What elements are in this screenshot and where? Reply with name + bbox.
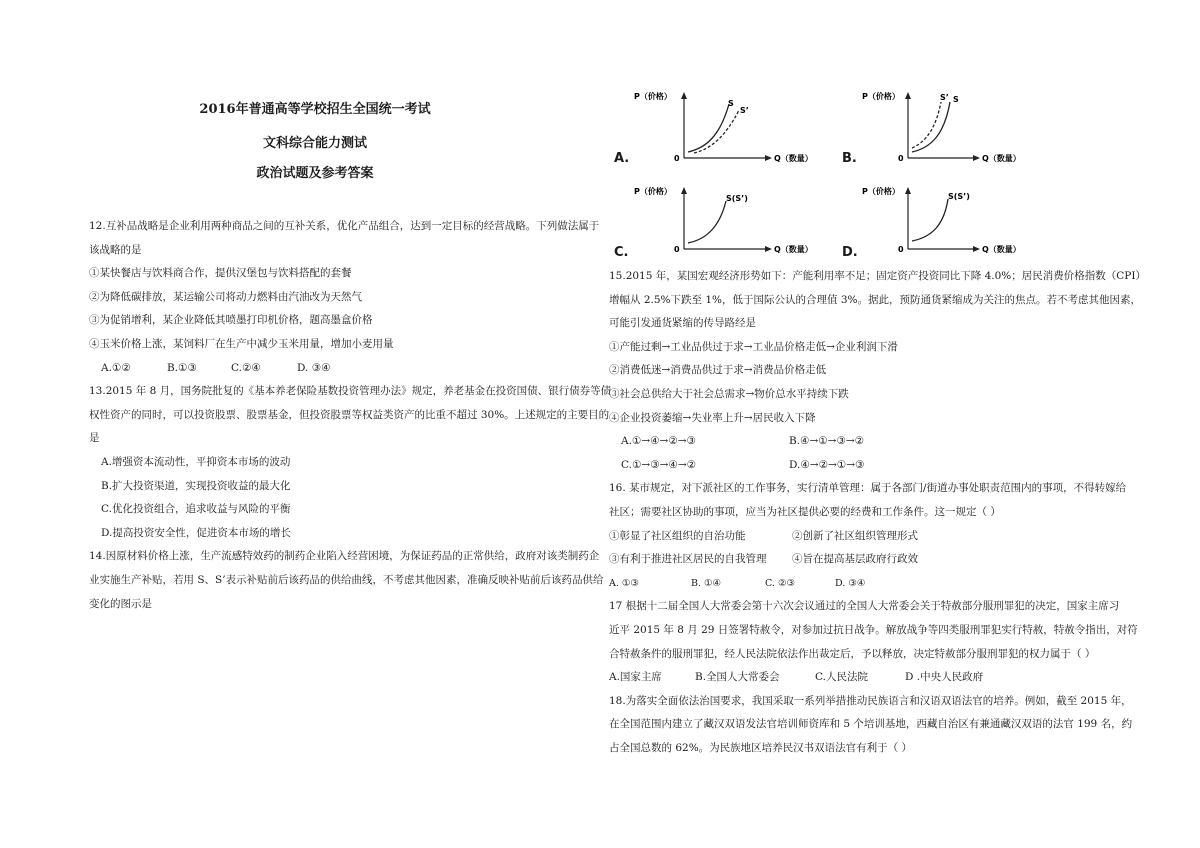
q12-option-c: C.②④ [231, 361, 261, 374]
exam-title: 2016年普通高等学校招生全国统一考试 [199, 102, 431, 117]
q16-statements-row1 [609, 525, 1164, 549]
q17-option-c: C.人民法院 [815, 671, 868, 684]
q14-stem: 14.因原材料价格上涨，生产流感特效药的制药企业陷入经营困境，为保证药品的正常供给，政府对该类制药企 [89, 550, 600, 563]
q17-stem: 17 根据十二届全国人大常委会第十六次会议通过的全国人大常委会关于特赦部分服刑罪犯的决定，国家主席习 [609, 600, 1120, 613]
curve-label-s-prime: S’ [740, 106, 749, 115]
q12-stem-cont: 该战略的是 [89, 243, 142, 256]
q15-option-a: A.①→④→②→③ [621, 435, 696, 448]
q13-stem: 13.2015 年 8 月，国务院批复的《基本养老保险基数投资管理办法》规定，养老基金在投资国债、银行债券等债 [89, 385, 612, 398]
q16-statement-1: ①彰显了社区组织的自治功能 [609, 529, 746, 542]
q12-option-b: B.①③ [167, 361, 197, 374]
q16-statements-row2 [609, 548, 1164, 572]
supply-graph-a [612, 88, 827, 173]
curve-label-s-s-prime: S(S’) [948, 192, 970, 201]
q16-option-c: C. ②③ [765, 577, 796, 589]
graph-option-c: C. [614, 245, 629, 260]
curve-label-s-prime: S’ [940, 93, 949, 102]
q17-option-a: A.国家主席 [609, 671, 662, 684]
q17-options [609, 666, 1164, 690]
q16-options [609, 572, 1164, 596]
q13-option-d: D.提高投资安全性，促进资本市场的增长 [101, 526, 291, 539]
q14-stem-end: 变化的图示是 [89, 597, 152, 610]
exam-subtitle: 文科综合能力测试 [262, 136, 367, 151]
q12-stem: 12.互补品战略是企业利用两种商品之间的互补关系，优化产品组合，达到一定目标的经营战略。下列做法属于 [89, 220, 600, 232]
q15-stem: 15.2015 年，某国宏观经济形势如下：产能利用率不足；固定资产投资同比下降 4.0%；居民消费价格指数（CPI） [609, 270, 1147, 282]
q15-stem-cont: 增幅从 2.5%下跌至 1%，低于国际公认的合理值 3%。据此，预防通货紧缩成为关注的焦点。若不考虑其他因素， [609, 293, 1142, 306]
q15-option-b: B.④→①→③→② [789, 435, 865, 448]
q13-option-c: C.优化投资组合，追求收益与风险的平衡 [101, 503, 291, 516]
curve-label-s-s-prime: S(S’) [726, 194, 748, 203]
q16-option-d: D. ③④ [835, 577, 866, 589]
q12-statement-1: ①某快餐店与饮料商合作，提供汉堡包与饮料搭配的套餐 [89, 267, 352, 280]
origin-label: 0 [898, 245, 904, 254]
supply-graph-d [840, 183, 1055, 263]
q12-statement-3: ③为促销增利，某企业降低其喷墨打印机价格，题高墨盒价格 [89, 314, 373, 327]
curve-label-s: S [953, 95, 959, 104]
q16-stem-cont: 社区；需要社区协助的事项，应当为社区提供必要的经费和工作条件。这一规定（ ） [609, 505, 1001, 518]
q17-option-b: B.全国人大常委会 [695, 671, 780, 684]
q17-stem-cont: 近平 2015 年 8 月 29 日签署特赦令，对参加过抗日战争。解放战争等四类服刑罪犯实行特赦，特赦令指出，对符 [609, 623, 1138, 636]
q13-stem-end: 是 [89, 432, 100, 445]
curve-label-s: S [728, 99, 734, 108]
q12-option-d: D. ③④ [297, 361, 331, 374]
q17-option-d: D .中央人民政府 [905, 671, 984, 684]
y-axis-label: P（价格） [862, 92, 900, 101]
q13-option-b: B.扩大投资渠道，实现投资收益的最大化 [101, 479, 291, 492]
q13-stem-cont: 权性资产的同时，可以投资股票、股票基金，但投资股票等权益类资产的比重不超过 30%。上述规定的主要目的 [89, 408, 610, 421]
graph-option-a: A. [614, 151, 630, 166]
left-column [89, 215, 612, 616]
q15-statement-3: ③社会总供给大于社会总需求→物价总水平持续下跌 [609, 387, 849, 400]
supply-graph-c [612, 183, 827, 263]
q16-statement-4: ④旨在提高基层政府行政效 [792, 553, 918, 566]
q16-option-b: B. ①④ [691, 577, 722, 589]
x-axis-label: Q（数量） [982, 245, 1021, 254]
q12-options [89, 357, 589, 381]
q16-stem: 16. 某市规定，对下派社区的工作事务，实行清单管理：属于各部门/街道办事处职责范围内的事项，不得转嫁给 [609, 482, 1127, 495]
x-axis-label: Q（数量） [774, 245, 813, 254]
q18-stem-end: 占全国总数的 62%。为民族地区培养民汉书双语法官有利于（ ） [609, 741, 913, 754]
supply-graph-b [840, 88, 1055, 173]
y-axis-label: P（价格） [634, 187, 672, 196]
q12-statement-4: ④玉米价格上涨，某饲料厂在生产中减少玉米用量，增加小麦用量 [89, 337, 394, 350]
q16-option-a: A. ①③ [609, 577, 639, 589]
q16-statement-2: ②创新了社区组织管理形式 [792, 529, 918, 542]
q15-statement-4: ④企业投资萎缩→失业率上升→居民收入下降 [609, 411, 816, 424]
q17-stem-end: 合特赦条件的服刑罪犯，经人民法院依法作出裁定后，予以释放，决定特赦部分服刑罪犯的权力属于（ ） [609, 647, 1096, 660]
section-title: 政治试题及参考答案 [256, 166, 374, 181]
y-axis-label: P（价格） [634, 92, 672, 101]
q16-statement-3: ③有利于推进社区居民的自我管理 [609, 553, 767, 566]
q15-statement-2: ②消费低迷→消费品供过于求→消费品价格走低 [609, 364, 827, 377]
origin-label: 0 [898, 154, 904, 163]
q15-stem-end: 可能引发通货紧缩的传导路经是 [609, 317, 756, 330]
x-axis-label: Q（数量） [774, 154, 813, 163]
q15-options-row1 [609, 430, 1164, 454]
q14-stem-cont: 业实施生产补贴，若用 S、S’表示补贴前后该药品的供给曲线，不考虑其他因素，准确反映补贴前后该药品供给 [89, 573, 604, 586]
q15-options-row2 [609, 454, 1164, 478]
q15-statement-1: ①产能过剩→工业品供过于求→工业品价格走低→企业利润下滑 [609, 340, 898, 353]
q15-option-d: D.④→②→①→③ [789, 458, 865, 471]
q15-option-c: C.①→③→④→② [621, 458, 697, 471]
q18-stem-cont: 在全国范围内建立了藏汉双语发法官培训师资库和 5 个培训基地，西藏自治区有兼通藏汉双语的法官 199 名，约 [609, 718, 1133, 731]
q18-stem: 18.为落实全面依法治国要求，我国采取一系列举措推动民族语言和汉语双语法官的培养。例如，截至 2015 年， [609, 694, 1132, 707]
right-column [609, 265, 1164, 760]
q12-option-a: A.①② [101, 361, 131, 374]
origin-label: 0 [674, 154, 680, 163]
graph-option-d: D. [842, 245, 858, 260]
q12-statement-2: ②为降低碳排放，某运输公司将动力燃料由汽油改为天然气 [89, 290, 362, 303]
y-axis-label: P（价格） [862, 187, 900, 196]
q13-option-a: A.增强资本流动性，平抑资本市场的波动 [101, 455, 291, 468]
x-axis-label: Q（数量） [982, 154, 1021, 163]
graph-option-b: B. [842, 151, 857, 166]
origin-label: 0 [674, 245, 680, 254]
